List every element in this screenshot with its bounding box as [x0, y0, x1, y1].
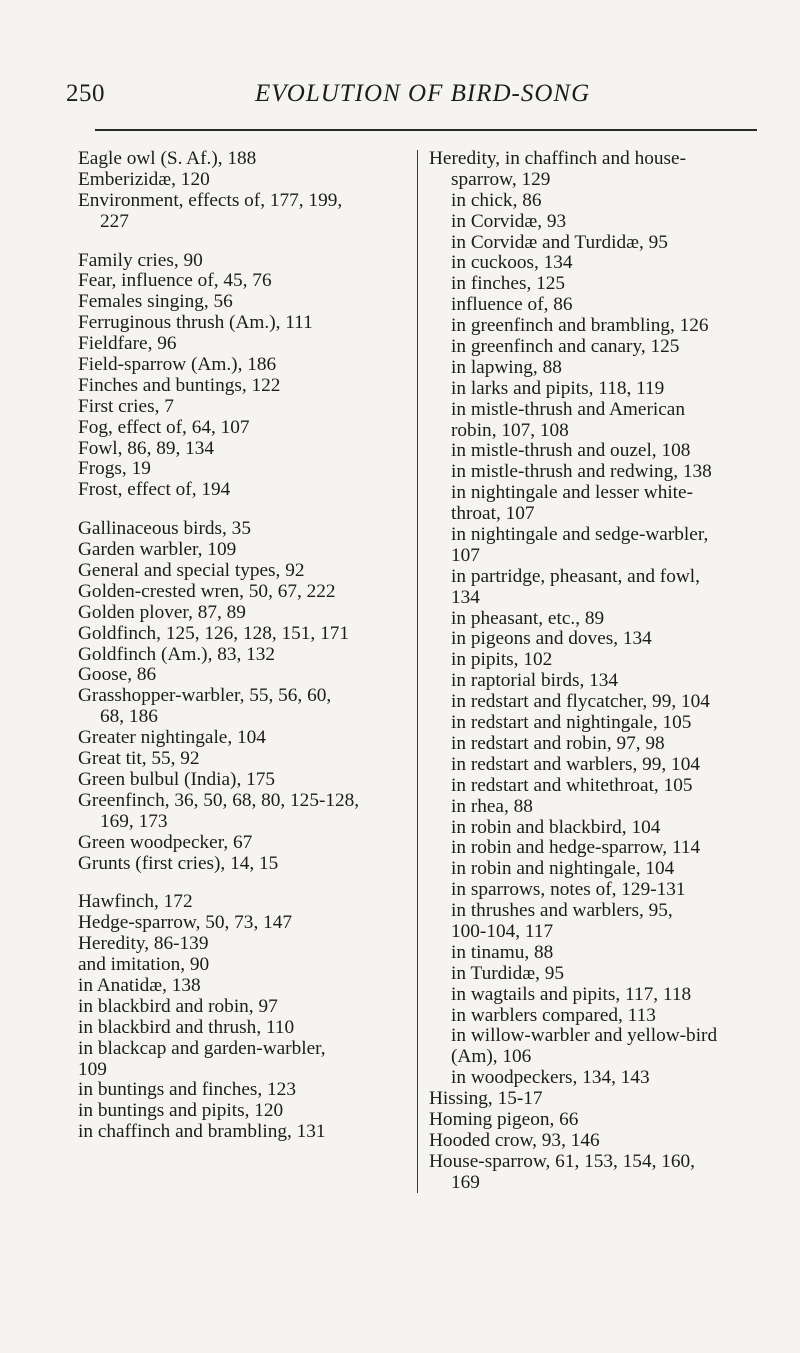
index-entry: Green bulbul (India), 175: [78, 768, 276, 790]
section-gap: [78, 233, 406, 251]
index-entry: House-sparrow, 61, 153, 154, 160,: [429, 1150, 695, 1172]
index-entry: in redstart and warblers, 99, 104: [451, 753, 700, 775]
index-entry: in finches, 125: [451, 273, 566, 295]
index-entry: Fieldfare, 96: [78, 333, 177, 355]
index-entry: First cries, 7: [78, 395, 174, 417]
index-entry: Greater nightingale, 104: [78, 727, 266, 749]
index-entry: in robin and hedge-sparrow, 114: [451, 837, 701, 859]
index-entry: in pheasant, etc., 89: [451, 607, 605, 629]
index-entry: Greenfinch, 36, 50, 68, 80, 125-128,: [78, 789, 360, 811]
index-column-left: [78, 149, 406, 1143]
index-entry: in buntings and pipits, 120: [78, 1100, 284, 1122]
index-entry: 109: [78, 1058, 107, 1080]
index-entry: Heredity, 86-139: [78, 933, 209, 955]
index-entry: Fowl, 86, 89, 134: [78, 437, 215, 459]
index-entry: Eagle owl (S. Af.), 188: [78, 148, 257, 169]
index-entry: influence of, 86: [451, 294, 573, 316]
index-entry: Emberizidæ, 120: [78, 168, 210, 190]
index-entry: Fog, effect of, 64, 107: [78, 416, 250, 438]
index-column-right: [429, 149, 759, 1194]
index-entry: Hedge-sparrow, 50, 73, 147: [78, 912, 293, 934]
index-entry: in pipits, 102: [451, 649, 553, 671]
index-entry: Females singing, 56: [78, 291, 233, 313]
index-entry: Golden-crested wren, 50, 67, 222: [78, 580, 336, 602]
section-gap: [78, 874, 406, 892]
index-entry: in buntings and finches, 123: [78, 1079, 296, 1101]
index-entry: Frogs, 19: [78, 458, 151, 480]
index-entry: 107: [451, 544, 480, 566]
index-entry: Heredity, in chaffinch and house-: [429, 148, 686, 169]
index-entry: Gallinaceous birds, 35: [78, 518, 251, 540]
index-entry: in robin and blackbird, 104: [451, 816, 661, 838]
index-entry: in sparrows, notes of, 129-131: [451, 879, 686, 901]
index-entry: in Corvidæ, 93: [451, 210, 567, 232]
index-entry: in Turdidæ, 95: [451, 962, 565, 984]
index-entry: Frost, effect of, 194: [78, 479, 231, 501]
index-entry: in mistle-thrush and redwing, 138: [451, 461, 712, 483]
index-entry: in partridge, pheasant, and fowl,: [451, 565, 700, 587]
index-entry: in chick, 86: [451, 189, 542, 211]
index-entry: 100-104, 117: [451, 920, 554, 942]
index-entry: Goldfinch (Am.), 83, 132: [78, 643, 276, 665]
index-entry: Grunts (first cries), 14, 15: [78, 852, 279, 874]
index-entry: in Anatidæ, 138: [78, 974, 201, 996]
index-entry: in robin and nightingale, 104: [451, 858, 675, 880]
index-entry: in rhea, 88: [451, 795, 533, 817]
column-divider: [417, 150, 418, 1193]
index-entry: sparrow, 129: [451, 168, 551, 190]
index-entry: Hooded crow, 93, 146: [429, 1129, 600, 1151]
section-gap: [78, 501, 406, 519]
index-entry: Family cries, 90: [78, 249, 203, 271]
index-entry: in greenfinch and brambling, 126: [451, 315, 709, 337]
index-entry: Finches and buntings, 122: [78, 374, 281, 396]
index-entry: in wagtails and pipits, 117, 118: [451, 983, 692, 1005]
index-entry: Field-sparrow (Am.), 186: [78, 354, 277, 376]
running-head: EVOLUTION OF BIRD-SONG: [255, 80, 591, 107]
index-entry: Hissing, 15-17: [429, 1088, 543, 1110]
index-entry: in chaffinch and brambling, 131: [78, 1121, 326, 1143]
index-entry: in pigeons and doves, 134: [451, 628, 652, 650]
page-number: 250: [66, 80, 105, 107]
index-entry: in redstart and robin, 97, 98: [451, 732, 665, 754]
index-entry: in redstart and nightingale, 105: [451, 712, 692, 734]
index-entry: in thrushes and warblers, 95,: [451, 900, 673, 922]
index-entry: in tinamu, 88: [451, 941, 554, 963]
index-entry: in blackbird and thrush, 110: [78, 1016, 295, 1038]
index-entry: Fear, influence of, 45, 76: [78, 270, 272, 292]
index-entry: Garden warbler, 109: [78, 539, 237, 561]
index-entry: Green woodpecker, 67: [78, 831, 253, 853]
index-entry: in Corvidæ and Turdidæ, 95: [451, 231, 668, 253]
index-entry: in greenfinch and canary, 125: [451, 336, 680, 358]
index-entry: in willow-warbler and yellow-bird: [451, 1025, 718, 1047]
index-entry: Grasshopper-warbler, 55, 56, 60,: [78, 685, 332, 707]
index-entry: in woodpeckers, 134, 143: [451, 1067, 650, 1089]
index-entry: in redstart and whitethroat, 105: [451, 774, 693, 796]
index-entry: General and special types, 92: [78, 560, 305, 582]
index-entry: robin, 107, 108: [451, 419, 569, 441]
index-entry: in lapwing, 88: [451, 356, 562, 378]
index-entry: Ferruginous thrush (Am.), 111: [78, 312, 313, 334]
index-entry: in mistle-thrush and American: [451, 398, 686, 420]
index-entry: Environment, effects of, 177, 199,: [78, 189, 343, 211]
index-entry: 134: [451, 586, 480, 608]
index-entry: in mistle-thrush and ouzel, 108: [451, 440, 691, 462]
index-entry: Goldfinch, 125, 126, 128, 151, 171: [78, 622, 349, 644]
index-entry: (Am), 106: [451, 1046, 532, 1068]
index-entry: in nightingale and sedge-warbler,: [451, 524, 709, 546]
header-rule: [95, 129, 757, 131]
index-entry: in blackcap and garden-warbler,: [78, 1037, 326, 1059]
index-entry: 169: [451, 1171, 480, 1193]
index-entry: in blackbird and robin, 97: [78, 995, 278, 1017]
index-entry: Hawfinch, 172: [78, 891, 193, 913]
index-entry: 227: [100, 210, 129, 232]
index-entry: Homing pigeon, 66: [429, 1108, 579, 1130]
index-entry: in nightingale and lesser white-: [451, 482, 694, 504]
index-entry: in larks and pipits, 118, 119: [451, 377, 665, 399]
index-entry: 169, 173: [100, 810, 168, 832]
index-entry: throat, 107: [451, 503, 535, 525]
index-entry: and imitation, 90: [78, 954, 210, 976]
index-entry: in cuckoos, 134: [451, 252, 573, 274]
index-entry: in redstart and flycatcher, 99, 104: [451, 691, 710, 713]
index-entry: in warblers compared, 113: [451, 1004, 656, 1026]
index-entry: Goose, 86: [78, 664, 157, 686]
index-entry: Great tit, 55, 92: [78, 748, 200, 770]
index-entry: Golden plover, 87, 89: [78, 601, 246, 623]
index-entry: 68, 186: [100, 706, 158, 728]
index-entry: in raptorial birds, 134: [451, 670, 619, 692]
